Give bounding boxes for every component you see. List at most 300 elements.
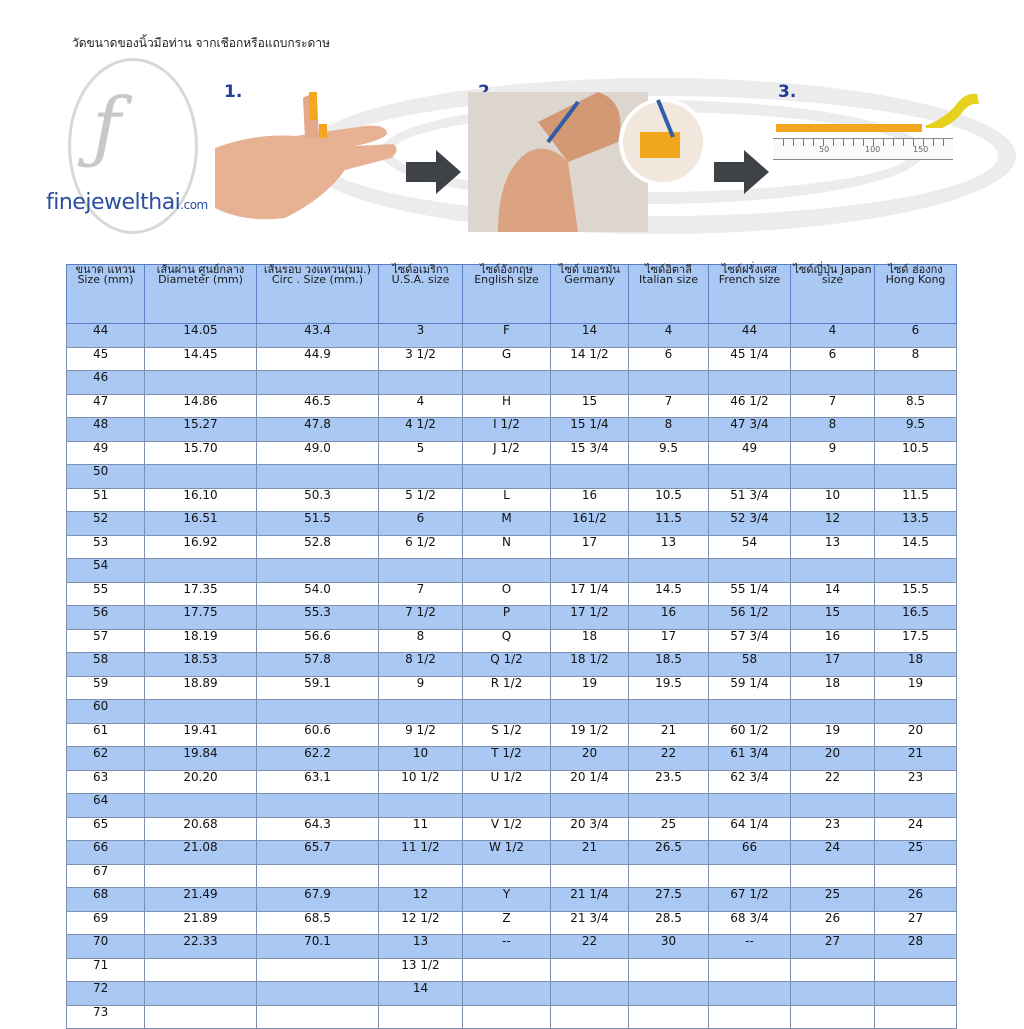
table-cell: 18 xyxy=(875,653,957,677)
table-cell: 47 3/4 xyxy=(709,418,791,442)
table-cell: 21 xyxy=(629,723,709,747)
table-cell xyxy=(145,958,257,982)
table-cell: 6 xyxy=(791,347,875,371)
table-cell xyxy=(875,1005,957,1029)
table-cell xyxy=(875,864,957,888)
table-cell: J 1/2 xyxy=(463,441,551,465)
step-2-image xyxy=(468,82,708,232)
table-cell: 59.1 xyxy=(257,676,379,700)
table-cell: 17 xyxy=(629,629,709,653)
table-cell: 63.1 xyxy=(257,770,379,794)
table-cell: 10 xyxy=(791,488,875,512)
table-cell: 69 xyxy=(67,911,145,935)
table-cell: 22 xyxy=(629,747,709,771)
table-cell: 62.2 xyxy=(257,747,379,771)
table-cell xyxy=(791,1005,875,1029)
table-cell: 3 1/2 xyxy=(379,347,463,371)
table-cell: -- xyxy=(709,935,791,959)
table-row xyxy=(67,841,957,865)
table-cell: 14 xyxy=(791,582,875,606)
table-cell: 10.5 xyxy=(629,488,709,512)
column-header: ไซด์อเมริกา U.S.A. size xyxy=(379,265,463,324)
table-row xyxy=(67,629,957,653)
table-cell: 56.6 xyxy=(257,629,379,653)
table-cell: 25 xyxy=(629,817,709,841)
table-cell xyxy=(551,958,629,982)
table-cell xyxy=(145,465,257,489)
table-row xyxy=(67,911,957,935)
table-cell: 6 1/2 xyxy=(379,535,463,559)
table-cell xyxy=(551,559,629,583)
table-cell: 55 xyxy=(67,582,145,606)
column-header: ไซด์ เยอรมัน Germany xyxy=(551,265,629,324)
table-cell: 50.3 xyxy=(257,488,379,512)
table-cell: 21 3/4 xyxy=(551,911,629,935)
table-cell: 72 xyxy=(67,982,145,1006)
table-cell xyxy=(463,559,551,583)
table-cell: 18 xyxy=(551,629,629,653)
table-cell xyxy=(629,559,709,583)
table-cell: 23.5 xyxy=(629,770,709,794)
table-cell xyxy=(629,465,709,489)
column-header: ไซด์ ฮ่องกง Hong Kong xyxy=(875,265,957,324)
table-cell: 28 xyxy=(875,935,957,959)
table-cell: 20 1/4 xyxy=(551,770,629,794)
table-cell: 18.89 xyxy=(145,676,257,700)
table-cell: 21.49 xyxy=(145,888,257,912)
table-cell xyxy=(379,794,463,818)
table-cell: 8.5 xyxy=(875,394,957,418)
table-cell xyxy=(791,794,875,818)
table-row xyxy=(67,653,957,677)
step-1-image xyxy=(215,78,400,238)
table-row xyxy=(67,700,957,724)
table-cell: 23 xyxy=(791,817,875,841)
table-cell: 49.0 xyxy=(257,441,379,465)
table-cell: -- xyxy=(463,935,551,959)
table-cell: 49 xyxy=(67,441,145,465)
table-cell xyxy=(463,982,551,1006)
table-cell: W 1/2 xyxy=(463,841,551,865)
table-row xyxy=(67,1005,957,1029)
table-cell: 49 xyxy=(709,441,791,465)
table-cell: 17 xyxy=(791,653,875,677)
table-row xyxy=(67,347,957,371)
table-cell xyxy=(629,958,709,982)
table-cell: 73 xyxy=(67,1005,145,1029)
table-cell: 46 1/2 xyxy=(709,394,791,418)
table-cell xyxy=(463,1005,551,1029)
table-cell: 20.20 xyxy=(145,770,257,794)
table-cell: 14 xyxy=(379,982,463,1006)
table-cell: Q 1/2 xyxy=(463,653,551,677)
table-cell: I 1/2 xyxy=(463,418,551,442)
table-row xyxy=(67,747,957,771)
instruction-text: วัดขนาดของนิ้วมือท่าน จากเชือกหรือแถบกระดาษ xyxy=(72,36,330,50)
table-cell: 10.5 xyxy=(875,441,957,465)
table-cell: 14.5 xyxy=(629,582,709,606)
table-cell: 8 xyxy=(875,347,957,371)
table-cell: 21.08 xyxy=(145,841,257,865)
table-cell: 20 xyxy=(875,723,957,747)
table-row xyxy=(67,864,957,888)
table-cell: 19.84 xyxy=(145,747,257,771)
table-cell xyxy=(145,982,257,1006)
table-cell xyxy=(463,794,551,818)
table-row xyxy=(67,676,957,700)
table-cell xyxy=(629,864,709,888)
table-cell: 58 xyxy=(709,653,791,677)
table-cell: 62 3/4 xyxy=(709,770,791,794)
table-cell: 17 1/4 xyxy=(551,582,629,606)
table-cell: 13 xyxy=(629,535,709,559)
table-cell: R 1/2 xyxy=(463,676,551,700)
table-cell xyxy=(629,371,709,395)
table-row xyxy=(67,418,957,442)
table-cell xyxy=(463,700,551,724)
table-cell: 17.5 xyxy=(875,629,957,653)
table-cell: 26 xyxy=(791,911,875,935)
table-cell: 51 xyxy=(67,488,145,512)
table-row xyxy=(67,770,957,794)
table-cell: 14.05 xyxy=(145,324,257,348)
table-cell xyxy=(379,864,463,888)
table-row xyxy=(67,958,957,982)
table-cell: 12 xyxy=(791,512,875,536)
table-cell: 68.5 xyxy=(257,911,379,935)
table-cell: 19 xyxy=(875,676,957,700)
table-cell: 16 xyxy=(791,629,875,653)
table-cell: 67 xyxy=(67,864,145,888)
column-header: ไซด์อิตาลี Italian size xyxy=(629,265,709,324)
table-cell: U 1/2 xyxy=(463,770,551,794)
table-cell xyxy=(145,371,257,395)
table-cell xyxy=(551,700,629,724)
table-cell: 52.8 xyxy=(257,535,379,559)
table-cell: 54 xyxy=(67,559,145,583)
table-cell: 6 xyxy=(379,512,463,536)
table-cell: 16 xyxy=(629,606,709,630)
table-cell: 21 1/4 xyxy=(551,888,629,912)
ruler-label: 100 xyxy=(865,145,881,154)
table-cell: Q xyxy=(463,629,551,653)
table-cell xyxy=(257,1005,379,1029)
table-cell: 20 xyxy=(791,747,875,771)
table-cell: 27.5 xyxy=(629,888,709,912)
table-cell xyxy=(145,794,257,818)
table-cell: 68 3/4 xyxy=(709,911,791,935)
table-cell xyxy=(463,371,551,395)
table-cell: 18.53 xyxy=(145,653,257,677)
table-cell: 25 xyxy=(791,888,875,912)
table-cell xyxy=(257,559,379,583)
table-cell xyxy=(875,465,957,489)
table-cell: 52 3/4 xyxy=(709,512,791,536)
table-cell: 20.68 xyxy=(145,817,257,841)
table-cell: 26 xyxy=(875,888,957,912)
table-cell: 15 xyxy=(551,394,629,418)
table-cell: 46 xyxy=(67,371,145,395)
table-cell: 57 3/4 xyxy=(709,629,791,653)
table-cell: 13 1/2 xyxy=(379,958,463,982)
table-cell xyxy=(709,465,791,489)
table-cell xyxy=(709,1005,791,1029)
table-cell: 9 xyxy=(791,441,875,465)
table-cell: 23 xyxy=(875,770,957,794)
table-cell: 19 xyxy=(791,723,875,747)
table-cell: H xyxy=(463,394,551,418)
table-cell xyxy=(145,559,257,583)
table-cell: 16.92 xyxy=(145,535,257,559)
table-cell: 70 xyxy=(67,935,145,959)
ruler-label: 50 xyxy=(819,145,830,154)
table-cell xyxy=(791,559,875,583)
table-cell: 12 xyxy=(379,888,463,912)
table-cell xyxy=(463,864,551,888)
table-cell xyxy=(709,371,791,395)
table-cell xyxy=(257,794,379,818)
column-header: เส้นผ่าน ศูนย์กลาง Diameter (mm) xyxy=(145,265,257,324)
table-cell xyxy=(709,794,791,818)
table-cell: 7 xyxy=(379,582,463,606)
table-cell: 8 1/2 xyxy=(379,653,463,677)
table-cell: 53 xyxy=(67,535,145,559)
table-cell: 54.0 xyxy=(257,582,379,606)
table-cell: 15 1/4 xyxy=(551,418,629,442)
table-row xyxy=(67,488,957,512)
table-row xyxy=(67,794,957,818)
table-cell: 56 1/2 xyxy=(709,606,791,630)
table-cell: 22 xyxy=(791,770,875,794)
table-cell: M xyxy=(463,512,551,536)
table-cell xyxy=(875,958,957,982)
table-cell xyxy=(629,982,709,1006)
table-cell: 13 xyxy=(379,935,463,959)
table-cell: 61 xyxy=(67,723,145,747)
table-row xyxy=(67,935,957,959)
table-cell: 59 1/4 xyxy=(709,676,791,700)
table-cell: 10 xyxy=(379,747,463,771)
table-cell: F xyxy=(463,324,551,348)
table-cell: 27 xyxy=(791,935,875,959)
table-cell: 5 1/2 xyxy=(379,488,463,512)
table-row xyxy=(67,535,957,559)
table-cell: 44 xyxy=(67,324,145,348)
ring-size-table xyxy=(66,264,956,1029)
table-cell: 13 xyxy=(791,535,875,559)
table-cell xyxy=(379,465,463,489)
table-cell xyxy=(257,371,379,395)
table-cell: 19 xyxy=(551,676,629,700)
table-cell: 17 1/2 xyxy=(551,606,629,630)
table-cell: 64 1/4 xyxy=(709,817,791,841)
table-cell xyxy=(257,864,379,888)
table-cell xyxy=(875,559,957,583)
table-cell: 55 1/4 xyxy=(709,582,791,606)
table-cell: 9.5 xyxy=(875,418,957,442)
table-cell: 21.89 xyxy=(145,911,257,935)
table-cell: 15 xyxy=(791,606,875,630)
table-cell: 18 xyxy=(791,676,875,700)
table-cell: 62 xyxy=(67,747,145,771)
table-cell: O xyxy=(463,582,551,606)
brand-main: finejewelthai xyxy=(46,190,181,215)
table-cell xyxy=(379,700,463,724)
table-cell: 7 xyxy=(629,394,709,418)
table-cell: 14.45 xyxy=(145,347,257,371)
table-cell xyxy=(257,958,379,982)
table-cell: 43.4 xyxy=(257,324,379,348)
table-cell: 21 xyxy=(551,841,629,865)
table-cell xyxy=(875,794,957,818)
table-cell xyxy=(145,700,257,724)
table-cell xyxy=(379,371,463,395)
table-cell: 14 1/2 xyxy=(551,347,629,371)
table-cell xyxy=(709,700,791,724)
table-cell: 60 1/2 xyxy=(709,723,791,747)
table-cell xyxy=(629,794,709,818)
column-header: ไซด์อังกฤษ English size xyxy=(463,265,551,324)
table-cell xyxy=(551,864,629,888)
table-cell: 47.8 xyxy=(257,418,379,442)
table-cell: 67 1/2 xyxy=(709,888,791,912)
table-cell xyxy=(257,465,379,489)
table-cell: 11.5 xyxy=(875,488,957,512)
column-header: ไซด์ฝรั่งเศส French size xyxy=(709,265,791,324)
instruction-banner xyxy=(0,0,1024,250)
table-cell: 60 xyxy=(67,700,145,724)
table-cell: 11.5 xyxy=(629,512,709,536)
table-cell xyxy=(551,465,629,489)
table-cell: 70.1 xyxy=(257,935,379,959)
table-cell xyxy=(875,371,957,395)
table-cell: 4 xyxy=(379,394,463,418)
table-cell xyxy=(379,1005,463,1029)
table-cell: 44 xyxy=(709,324,791,348)
table-cell: 48 xyxy=(67,418,145,442)
table-cell: 14 xyxy=(551,324,629,348)
table-cell: 51 3/4 xyxy=(709,488,791,512)
table-cell: T 1/2 xyxy=(463,747,551,771)
table-cell xyxy=(709,982,791,1006)
table-cell: 3 xyxy=(379,324,463,348)
brand-logo xyxy=(46,190,208,215)
table-cell: 15.5 xyxy=(875,582,957,606)
table-cell: G xyxy=(463,347,551,371)
table-cell: 8 xyxy=(629,418,709,442)
table-cell: 24 xyxy=(875,817,957,841)
table-cell: 57.8 xyxy=(257,653,379,677)
table-cell: V 1/2 xyxy=(463,817,551,841)
table-cell: 52 xyxy=(67,512,145,536)
table-cell: 65.7 xyxy=(257,841,379,865)
table-row xyxy=(67,559,957,583)
table-cell: 27 xyxy=(875,911,957,935)
table-cell: 59 xyxy=(67,676,145,700)
table-cell: P xyxy=(463,606,551,630)
table-cell: 24 xyxy=(791,841,875,865)
table-cell: 20 xyxy=(551,747,629,771)
table-cell xyxy=(551,1005,629,1029)
table-cell xyxy=(551,794,629,818)
table-cell: 22.33 xyxy=(145,935,257,959)
table-cell: 63 xyxy=(67,770,145,794)
table-cell: 17.75 xyxy=(145,606,257,630)
table-cell: 67.9 xyxy=(257,888,379,912)
table-cell: 5 xyxy=(379,441,463,465)
table-cell: 50 xyxy=(67,465,145,489)
table-row xyxy=(67,723,957,747)
table-cell: 47 xyxy=(67,394,145,418)
table-cell xyxy=(709,559,791,583)
table-cell xyxy=(145,864,257,888)
table-row xyxy=(67,982,957,1006)
table-cell: 4 xyxy=(791,324,875,348)
table-row xyxy=(67,817,957,841)
table-cell: 45 1/4 xyxy=(709,347,791,371)
table-cell: 18.5 xyxy=(629,653,709,677)
table-cell: 21 xyxy=(875,747,957,771)
column-header: ไซด์ญี่ปุ่น Japan size xyxy=(791,265,875,324)
table-row xyxy=(67,606,957,630)
brand-suffix: .com xyxy=(180,198,208,212)
arrow-right-icon xyxy=(406,150,461,194)
table-cell: 51.5 xyxy=(257,512,379,536)
table-cell: 19 1/2 xyxy=(551,723,629,747)
table-row xyxy=(67,512,957,536)
table-row xyxy=(67,394,957,418)
table-cell: 4 xyxy=(629,324,709,348)
column-header: ขนาด แหวน Size (mm) xyxy=(67,265,145,324)
table-cell: 45 xyxy=(67,347,145,371)
table-cell xyxy=(629,700,709,724)
table-cell xyxy=(257,982,379,1006)
table-cell: 66 xyxy=(67,841,145,865)
table-cell: 12 1/2 xyxy=(379,911,463,935)
table-cell: 7 xyxy=(791,394,875,418)
table-cell: 9 1/2 xyxy=(379,723,463,747)
table-cell: 161/2 xyxy=(551,512,629,536)
table-cell: 71 xyxy=(67,958,145,982)
table-cell: N xyxy=(463,535,551,559)
table-cell: 64 xyxy=(67,794,145,818)
table-cell xyxy=(791,982,875,1006)
table-cell: Y xyxy=(463,888,551,912)
table-cell xyxy=(551,371,629,395)
table-cell: 16.10 xyxy=(145,488,257,512)
table-row xyxy=(67,371,957,395)
table-cell: 19.41 xyxy=(145,723,257,747)
paper-strip xyxy=(776,124,922,132)
table-cell: 55.3 xyxy=(257,606,379,630)
table-cell: 60.6 xyxy=(257,723,379,747)
table-cell: 8 xyxy=(379,629,463,653)
table-cell: 30 xyxy=(629,935,709,959)
table-cell xyxy=(257,700,379,724)
table-cell xyxy=(463,958,551,982)
table-cell: 65 xyxy=(67,817,145,841)
table-cell: Z xyxy=(463,911,551,935)
arrow-right-icon xyxy=(714,150,769,194)
table-cell: 13.5 xyxy=(875,512,957,536)
table-cell: 64.3 xyxy=(257,817,379,841)
table-cell: 16.51 xyxy=(145,512,257,536)
table-cell: 6 xyxy=(629,347,709,371)
table-cell xyxy=(791,371,875,395)
ruler-label: 150 xyxy=(913,145,929,154)
table-cell: 44.9 xyxy=(257,347,379,371)
table-cell: 22 xyxy=(551,935,629,959)
